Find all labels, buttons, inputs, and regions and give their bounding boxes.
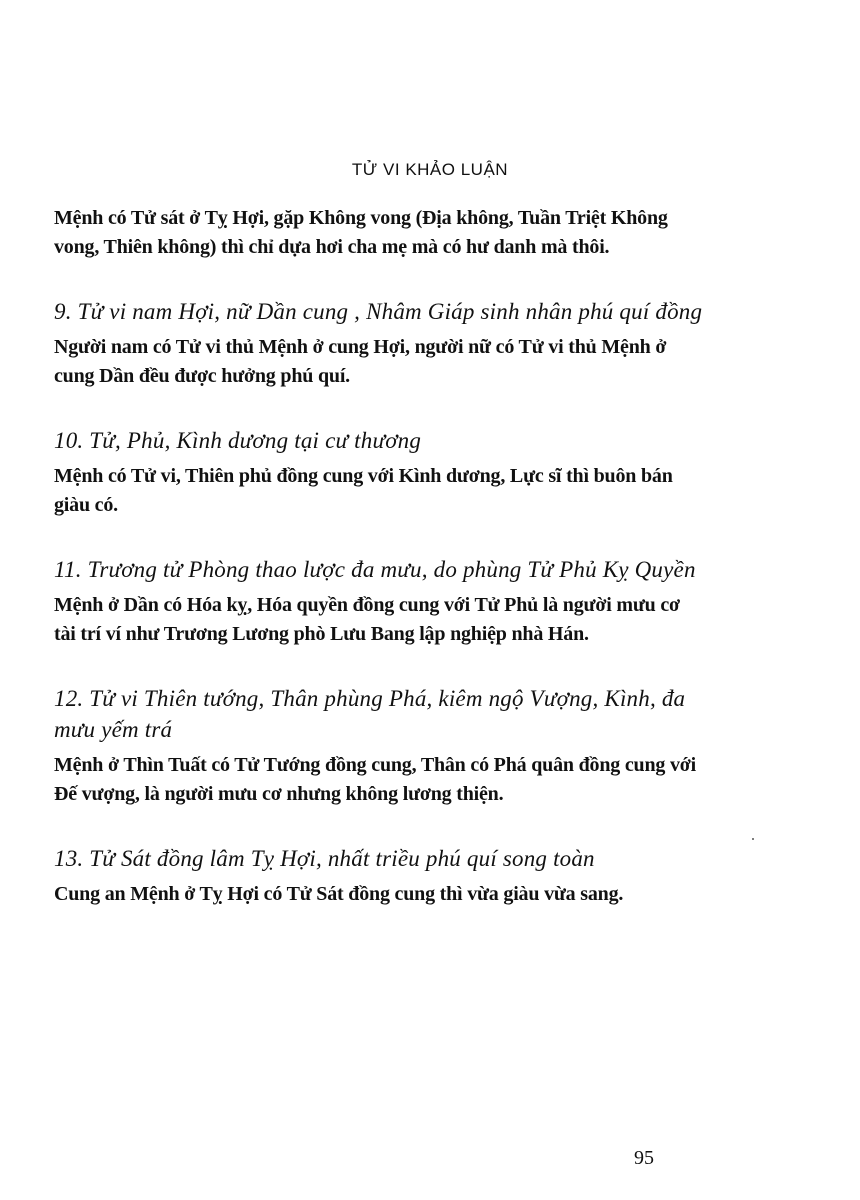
section-heading: 9. Tử vi nam Hợi, nữ Dần cung , Nhâm Giáp sinh nhân phú quí đồng <box>54 299 703 324</box>
section-body: Người nam có Tử vi thủ Mệnh ở cung Hợi, người nữ có Tử vi thủ Mệnh ở cung Dần đều được hưởng phú quí. <box>54 336 667 387</box>
section-body: Mệnh ở Dần có Hóa kỵ, Hóa quyền đồng cung với Tử Phủ là người mưu cơ tài trí ví như Trương Lương phò Lưu Bang lập nghiệp nhà Hán. <box>54 594 680 645</box>
section-11 <box>54 554 704 649</box>
intro-paragraph: Mệnh có Tử sát ở Tỵ Hợi, gặp Không vong (Địa không, Tuần Triệt Không vong, Thiên không) thì chỉ dựa hơi cha mẹ mà có hư danh mà thôi. <box>54 207 668 258</box>
section-10 <box>54 425 704 520</box>
section-12 <box>54 683 704 809</box>
section-body: Mệnh ở Thìn Tuất có Tử Tướng đồng cung, Thân có Phá quân đồng cung với Đế vượng, là người mưu cơ nhưng không lương thiện. <box>54 754 696 805</box>
section-heading: 10. Tử, Phủ, Kình dương tại cư thương <box>54 428 422 453</box>
section-9 <box>54 296 704 391</box>
section-heading: 11. Trương tử Phòng thao lược đa mưu, do phùng Tử Phủ Kỵ Quyền <box>54 557 696 582</box>
scan-speck <box>752 838 754 840</box>
running-header: TỬ VI KHẢO LUẬN <box>351 160 509 179</box>
section-body: Cung an Mệnh ở Tỵ Hợi có Tử Sát đồng cung thì vừa giàu vừa sang. <box>54 883 624 905</box>
section-heading: 12. Tử vi Thiên tướng, Thân phùng Phá, kiêm ngộ Vượng, Kình, đa mưu yếm trá <box>54 686 686 742</box>
section-heading: 13. Tử Sát đồng lâm Tỵ Hợi, nhất triều phú quí song toàn <box>54 846 595 871</box>
page-content <box>54 204 704 909</box>
section-13 <box>54 843 704 909</box>
section-body: Mệnh có Tử vi, Thiên phủ đồng cung với Kình dương, Lực sĩ thì buôn bán giàu có. <box>54 465 673 516</box>
page-number: 95 <box>634 1147 654 1169</box>
